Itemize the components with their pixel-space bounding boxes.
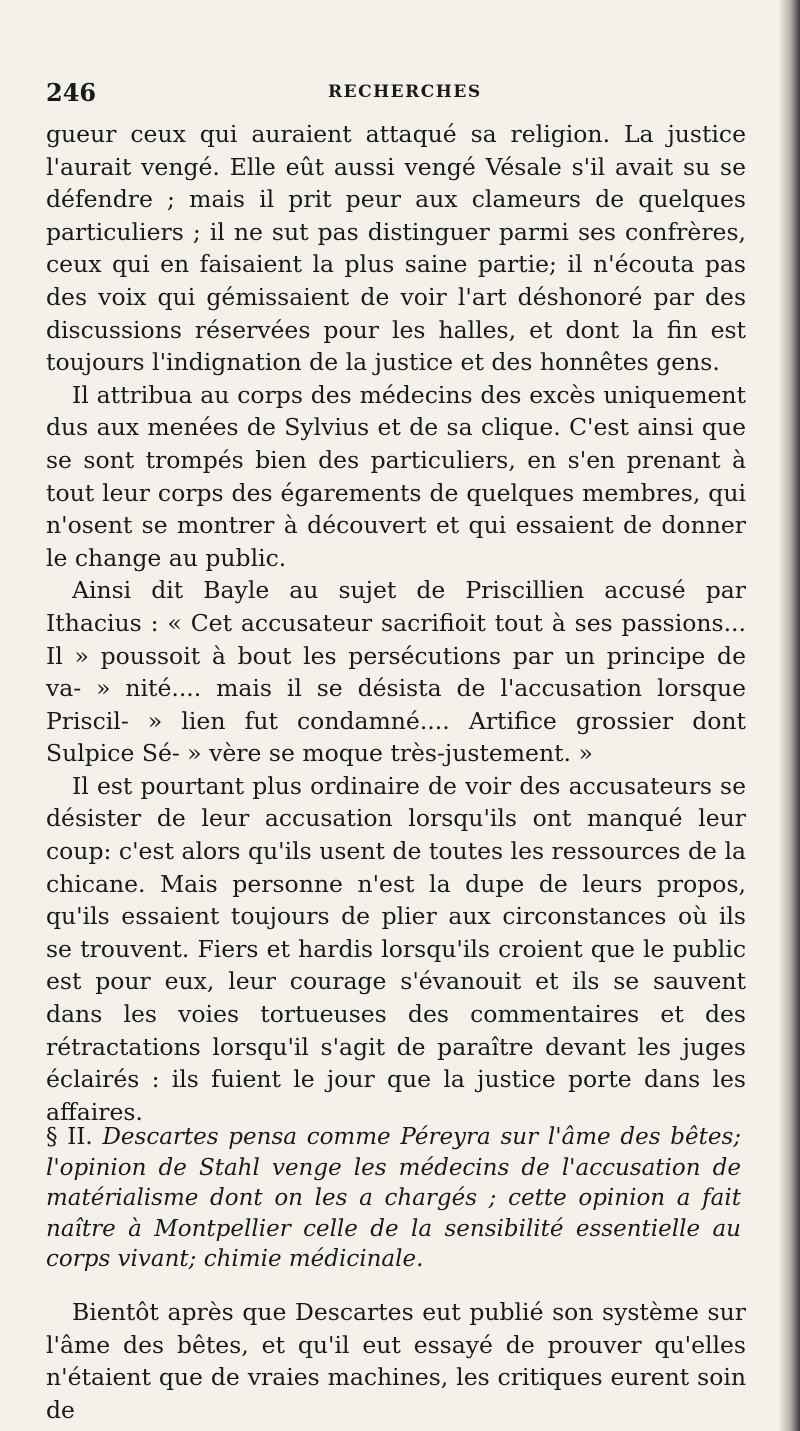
section-number: § II. [46,1124,93,1150]
body-text-continued [46,1296,746,1426]
paragraph-3-quotation: Ainsi dit Bayle au sujet de Priscillien accusé par Ithacius : « Cet accusateur sacrifioit tout à ses passions... Il » poussoit à bout les persécutions par un principe de va- » nité.... mais il se désista de l'accusation lorsque Priscil- » lien fut condamné.... Artifice grossier dont Sulpice Sé- » vère se moque très-justement. » [46,576,746,768]
paragraph-1: gueur ceux qui auraient attaqué sa religion. La justice l'aurait vengé. Elle eût aussi vengé Vésale s'il avait su se défendre ; mais il prit peur aux clameurs de quelques particuliers ; il ne sut pas distinguer parmi ses confrères, ceux qui en faisaient la plus saine partie; il n'écouta pas des voix qui gémissaient de voir l'art déshonoré par des discussions réservées pour les halles, et dont la fin est toujours l'indignation de la justice et des honnêtes gens. [46,120,746,377]
body-text [46,118,746,1128]
running-head: RECHERCHES [328,82,482,102]
section-heading [46,1122,741,1275]
page-spine-shadow [778,0,800,1431]
section-title: Descartes pensa comme Péreyra sur l'âme des bêtes; l'opinion de Stahl venge les médecins de l'accusation de matérialisme dont on les a chargés ; cette opinion a fait naître à Montpellier celle de la sensibilité essentielle au corps vivant; chimie médicinale. [46,1124,742,1272]
paragraph-4: Il est pourtant plus ordinaire de voir des accusateurs se désister de leur accusation lorsqu'ils ont manqué leur coup: c'est alors qu'ils usent de toutes les ressources de la chicane. Mais personne n'est la dupe de leurs propos, qu'ils essaient toujours de plier aux circonstances où ils se trouvent. Fiers et hardis lorsqu'ils croient que le public est pour eux, leur courage s'évanouit et ils se sauvent dans les voies tortueuses des commentaires et des rétractations lorsqu'il s'agit de paraître devant les juges éclairés : ils fuient le jour que la justice porte dans les affaires. [46,771,746,1126]
paragraph-5: Bientôt après que Descartes eut publié son système sur l'âme des bêtes, et qu'il eut essayé de prouver qu'elles n'étaient que de vraies machines, les critiques eurent soin de [46,1298,746,1424]
paragraph-2: Il attribua au corps des médecins des excès uniquement dus aux menées de Sylvius et de sa clique. C'est ainsi que se sont trompés bien des particuliers, en s'en prenant à tout leur corps des égarements de quelques membres, qui n'osent se montrer à découvert et qui essaient de donner le change au public. [46,380,746,572]
page-header [46,78,746,108]
page-number: 246 [46,78,97,107]
